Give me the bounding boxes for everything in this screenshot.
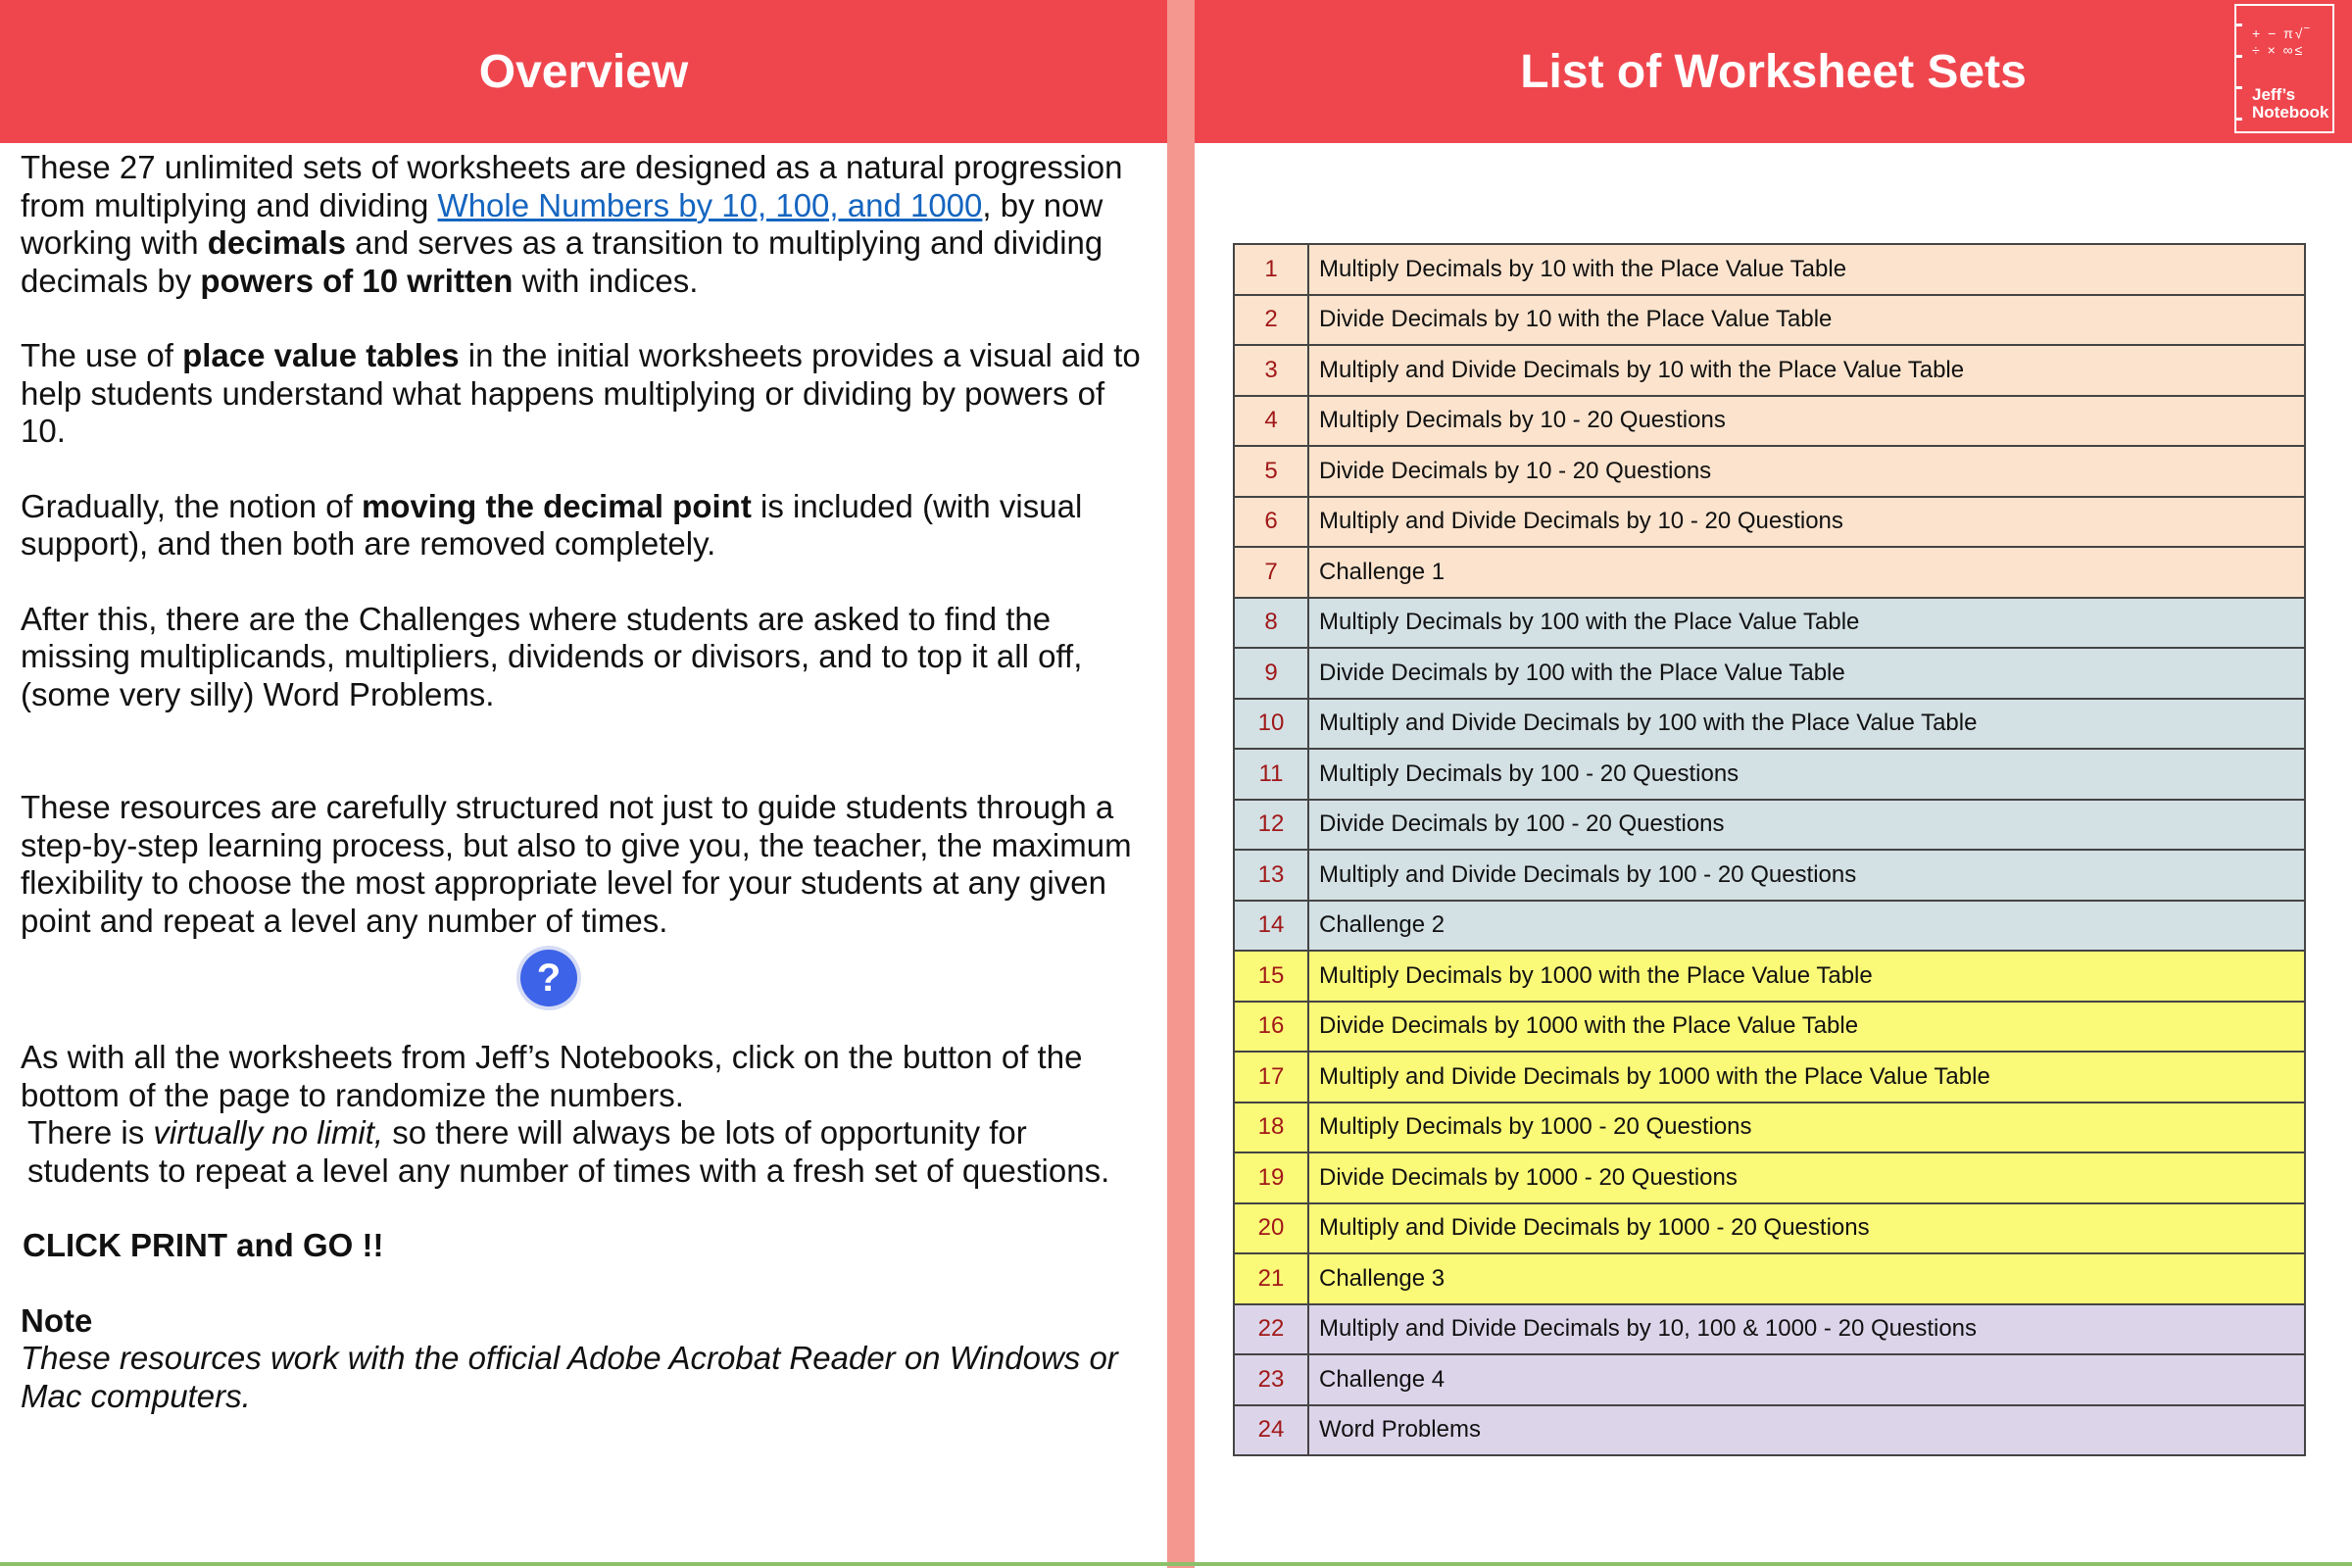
text: in the initial worksheets provides a visual aid to help students understand what happens multiplying or dividing by powers of 10.	[21, 337, 1141, 449]
worksheet-row[interactable]	[1234, 951, 2305, 1002]
worksheet-title: Multiply Decimals by 100 - 20 Questions	[1308, 749, 2305, 800]
worksheet-title: Multiply and Divide Decimals by 10 with the Place Value Table	[1308, 345, 2305, 396]
note-text: These resources work with the official Adobe Acrobat Reader on Windows or Mac computers.	[21, 1340, 1118, 1414]
worksheet-number: 20	[1234, 1203, 1308, 1254]
text: These 27 unlimited sets of worksheets are designed as a natural progression from multiplying and dividing	[21, 149, 1123, 223]
bottom-border	[0, 1562, 2352, 1566]
worksheet-table	[1233, 243, 2306, 1456]
worksheet-title: Challenge 1	[1308, 547, 2305, 598]
worksheet-number: 12	[1234, 800, 1308, 851]
text: with indices.	[513, 262, 699, 299]
worksheet-number: 15	[1234, 951, 1308, 1002]
worksheet-title: Word Problems	[1308, 1405, 2305, 1456]
spacer	[21, 564, 1157, 601]
worksheet-row[interactable]	[1234, 1304, 2305, 1355]
worksheet-title: Multiply and Divide Decimals by 10, 100 & 1000 - 20 Questions	[1308, 1304, 2305, 1355]
worksheet-number: 23	[1234, 1354, 1308, 1405]
logo-binding-mark	[2234, 118, 2242, 121]
worksheet-number: 16	[1234, 1002, 1308, 1053]
worksheet-row[interactable]	[1234, 1354, 2305, 1405]
worksheet-row[interactable]	[1234, 1203, 2305, 1254]
worksheet-row[interactable]	[1234, 1102, 2305, 1153]
text: The use of	[21, 337, 183, 373]
worksheet-row[interactable]	[1234, 1253, 2305, 1304]
worksheet-title: Divide Decimals by 100 with the Place Value Table	[1308, 648, 2305, 699]
worksheet-row[interactable]	[1234, 1002, 2305, 1053]
paragraph-decimal-point	[21, 488, 1157, 564]
worksheet-title: Multiply and Divide Decimals by 1000 - 20 Questions	[1308, 1203, 2305, 1254]
worksheet-title: Challenge 4	[1308, 1354, 2305, 1405]
worksheet-row[interactable]	[1234, 244, 2305, 295]
paragraph-intro	[21, 149, 1157, 300]
worksheet-title: Multiply and Divide Decimals by 10 - 20 Questions	[1308, 497, 2305, 548]
math-symbols-icon	[2252, 25, 2311, 59]
worksheet-number: 18	[1234, 1102, 1308, 1153]
worksheet-row[interactable]	[1234, 345, 2305, 396]
spacer	[21, 1265, 1157, 1302]
overview-header	[0, 0, 1167, 143]
text: is included (with visual support), and then both are removed completely.	[21, 487, 1083, 562]
worksheet-list-header	[1195, 0, 2352, 143]
text: so there will always be lots of opportunity for students to repeat a level any number of times with a fresh set of questions.	[27, 1114, 1110, 1189]
worksheet-title: Multiply Decimals by 10 with the Place Value Table	[1308, 244, 2305, 295]
worksheet-title: Challenge 2	[1308, 901, 2305, 952]
help-button[interactable]: ?	[520, 950, 577, 1006]
worksheet-number: 3	[1234, 345, 1308, 396]
worksheet-title: Divide Decimals by 100 - 20 Questions	[1308, 800, 2305, 851]
column-divider	[1167, 0, 1195, 1568]
worksheet-number: 14	[1234, 901, 1308, 952]
paragraph-randomize: As with all the worksheets from Jeff’s Notebooks, click on the button of the bottom of the page to randomize the numbers.	[21, 1039, 1083, 1113]
whole-numbers-link[interactable]: Whole Numbers by 10, 100, and 1000	[437, 186, 983, 223]
worksheet-title: Divide Decimals by 10 with the Place Value Table	[1308, 295, 2305, 346]
paragraph-structure: These resources are carefully structured not just to guide students through a step-by-step learning process, but also to give you, the teacher, the maximum flexibility to choose the most appropriate level for your students at any given point and repeat a level any number of times.	[21, 789, 1132, 939]
worksheet-row[interactable]	[1234, 1405, 2305, 1456]
worksheet-table-body	[1234, 244, 2305, 1455]
jeffs-notebook-logo[interactable]	[2234, 4, 2334, 133]
worksheet-row[interactable]	[1234, 446, 2305, 497]
worksheet-number: 6	[1234, 497, 1308, 548]
call-to-action: CLICK PRINT and GO !!	[23, 1227, 384, 1263]
worksheet-number: 17	[1234, 1052, 1308, 1102]
text: Gradually, the notion of	[21, 487, 362, 524]
text: and serves as a transition to multiplying and dividing decimals by	[21, 224, 1103, 299]
spacer	[21, 1190, 1157, 1227]
worksheet-number: 19	[1234, 1152, 1308, 1203]
worksheet-row[interactable]	[1234, 1152, 2305, 1203]
worksheet-row[interactable]	[1234, 901, 2305, 952]
worksheet-number: 21	[1234, 1253, 1308, 1304]
spacer	[21, 713, 1157, 789]
worksheet-title: Multiply Decimals by 10 - 20 Questions	[1308, 396, 2305, 447]
worksheet-title: Multiply and Divide Decimals by 1000 with the Place Value Table	[1308, 1052, 2305, 1102]
worksheet-number: 13	[1234, 850, 1308, 901]
text: There is	[27, 1114, 154, 1151]
paragraph-place-value	[21, 337, 1157, 451]
worksheet-row[interactable]	[1234, 800, 2305, 851]
worksheet-row[interactable]	[1234, 749, 2305, 800]
worksheet-row[interactable]	[1234, 295, 2305, 346]
worksheet-number: 22	[1234, 1304, 1308, 1355]
italic-text: virtually no limit,	[153, 1114, 384, 1151]
worksheet-title: Multiply and Divide Decimals by 100 - 20 Questions	[1308, 850, 2305, 901]
worksheet-number: 8	[1234, 598, 1308, 649]
worksheet-number: 1	[1234, 244, 1308, 295]
worksheet-title: Divide Decimals by 1000 with the Place Value Table	[1308, 1002, 2305, 1053]
worksheet-row[interactable]	[1234, 497, 2305, 548]
logo-name: Jeff’s Notebook	[2252, 85, 2329, 122]
worksheet-number: 4	[1234, 396, 1308, 447]
worksheet-number: 10	[1234, 699, 1308, 750]
worksheet-title: Multiply Decimals by 1000 - 20 Questions	[1308, 1102, 2305, 1153]
overview-body	[21, 149, 1157, 1415]
spacer	[21, 451, 1157, 488]
worksheet-row[interactable]	[1234, 648, 2305, 699]
worksheet-title: Challenge 3	[1308, 1253, 2305, 1304]
worksheet-row[interactable]	[1234, 396, 2305, 447]
logo-symbols-row-2: ÷ × ∞≤	[2252, 41, 2305, 58]
bold-text: decimals	[207, 224, 346, 261]
worksheet-row[interactable]	[1234, 598, 2305, 649]
worksheet-number: 24	[1234, 1405, 1308, 1456]
worksheet-row[interactable]	[1234, 850, 2305, 901]
bold-text: place value tables	[182, 337, 460, 373]
worksheet-title: Multiply Decimals by 100 with the Place Value Table	[1308, 598, 2305, 649]
worksheet-title: Divide Decimals by 10 - 20 Questions	[1308, 446, 2305, 497]
worksheet-list-title: List of Worksheet Sets	[1520, 45, 2027, 98]
help-area	[21, 940, 1157, 1039]
logo-binding-mark	[2234, 55, 2242, 58]
worksheet-row[interactable]	[1234, 1052, 2305, 1102]
worksheet-number: 5	[1234, 446, 1308, 497]
logo-binding-mark	[2234, 24, 2242, 26]
bold-text: powers of 10 written	[200, 262, 514, 299]
worksheet-row[interactable]	[1234, 699, 2305, 750]
bold-text: moving the decimal point	[361, 487, 752, 524]
text: , by now working with	[21, 186, 1103, 261]
worksheet-row[interactable]	[1234, 547, 2305, 598]
paragraph-no-limit	[21, 1114, 1157, 1190]
worksheet-number: 2	[1234, 295, 1308, 346]
spacer	[21, 300, 1157, 337]
worksheet-number: 11	[1234, 749, 1308, 800]
overview-title: Overview	[478, 45, 689, 98]
worksheet-title: Multiply and Divide Decimals by 100 with the Place Value Table	[1308, 699, 2305, 750]
worksheet-title: Multiply Decimals by 1000 with the Place Value Table	[1308, 951, 2305, 1002]
logo-symbols-row-1: + − π√‾	[2252, 25, 2312, 41]
paragraph-challenges: After this, there are the Challenges where students are asked to find the missing multiplicands, multipliers, dividends or divisors, and to top it all off, (some very silly) Word Problems.	[21, 600, 1083, 712]
note-title: Note	[21, 1301, 93, 1339]
worksheet-number: 7	[1234, 547, 1308, 598]
logo-binding-mark	[2234, 86, 2242, 89]
worksheet-number: 9	[1234, 648, 1308, 699]
worksheet-title: Divide Decimals by 1000 - 20 Questions	[1308, 1152, 2305, 1203]
